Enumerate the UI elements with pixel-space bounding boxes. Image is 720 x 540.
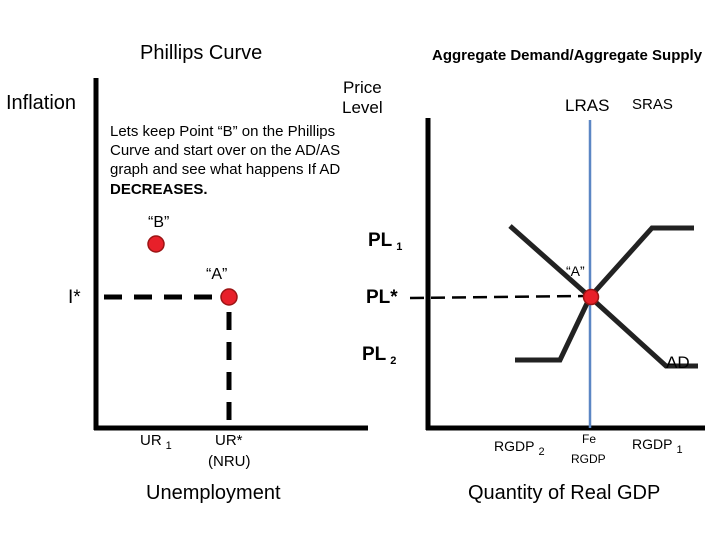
ur1-label bbox=[140, 432, 172, 452]
rgdp2-text: RGDP bbox=[494, 438, 535, 454]
fe-rgdp-label: RGDP bbox=[571, 452, 606, 466]
rgdp1-text: RGDP bbox=[632, 436, 673, 452]
ad-label: AD bbox=[666, 353, 690, 372]
price-level-line1: Price bbox=[342, 78, 382, 97]
adas-title: Aggregate Demand/Aggregate Supply bbox=[432, 47, 703, 64]
pl2-label bbox=[362, 344, 396, 367]
pl-star-dashed-line bbox=[410, 296, 584, 298]
point-b-label: “B” bbox=[148, 214, 170, 231]
rgdp1-label bbox=[632, 436, 683, 456]
pl1-sub: 1 bbox=[396, 241, 403, 253]
pl2-text: PL bbox=[362, 344, 387, 365]
pl1-label bbox=[368, 230, 402, 253]
phillips-curve-title: Phillips Curve bbox=[140, 42, 263, 64]
point-a-right bbox=[584, 290, 599, 305]
point-a-right-label: “A” bbox=[566, 263, 585, 279]
lras-label: LRAS bbox=[565, 96, 610, 115]
sras-label: SRAS bbox=[632, 96, 673, 113]
nru-label: (NRU) bbox=[208, 453, 251, 470]
note-emphasis: DECREASES. bbox=[110, 180, 208, 198]
ur1-text: UR bbox=[140, 432, 162, 449]
ur1-sub: 1 bbox=[165, 440, 172, 452]
rgdp2-sub: 2 bbox=[538, 446, 545, 458]
point-a-left-label: “A” bbox=[206, 266, 228, 283]
i-star-label: I* bbox=[68, 287, 81, 308]
sras-curve bbox=[515, 228, 694, 360]
rgdp1-sub: 1 bbox=[676, 444, 683, 456]
pl1-text: PL bbox=[368, 230, 393, 251]
pl-star-label: PL* bbox=[366, 287, 398, 308]
pl2-sub: 2 bbox=[390, 355, 397, 367]
point-a-left bbox=[221, 289, 237, 305]
unemployment-axis-label: Unemployment bbox=[146, 482, 281, 504]
price-level-axis-label bbox=[342, 78, 383, 119]
instruction-note bbox=[110, 122, 350, 199]
note-text: Lets keep Point “B” on the Phillips Curve and start over on the AD/AS graph and see what happens If AD bbox=[110, 123, 341, 179]
real-gdp-axis-label: Quantity of Real GDP bbox=[468, 482, 661, 504]
fe-label: Fe bbox=[582, 432, 597, 446]
inflation-axis-label: Inflation bbox=[6, 92, 77, 114]
price-level-line2: Level bbox=[342, 98, 383, 118]
rgdp2-label bbox=[494, 438, 545, 458]
ur-star-label: UR* bbox=[215, 432, 243, 449]
point-b bbox=[148, 236, 164, 252]
